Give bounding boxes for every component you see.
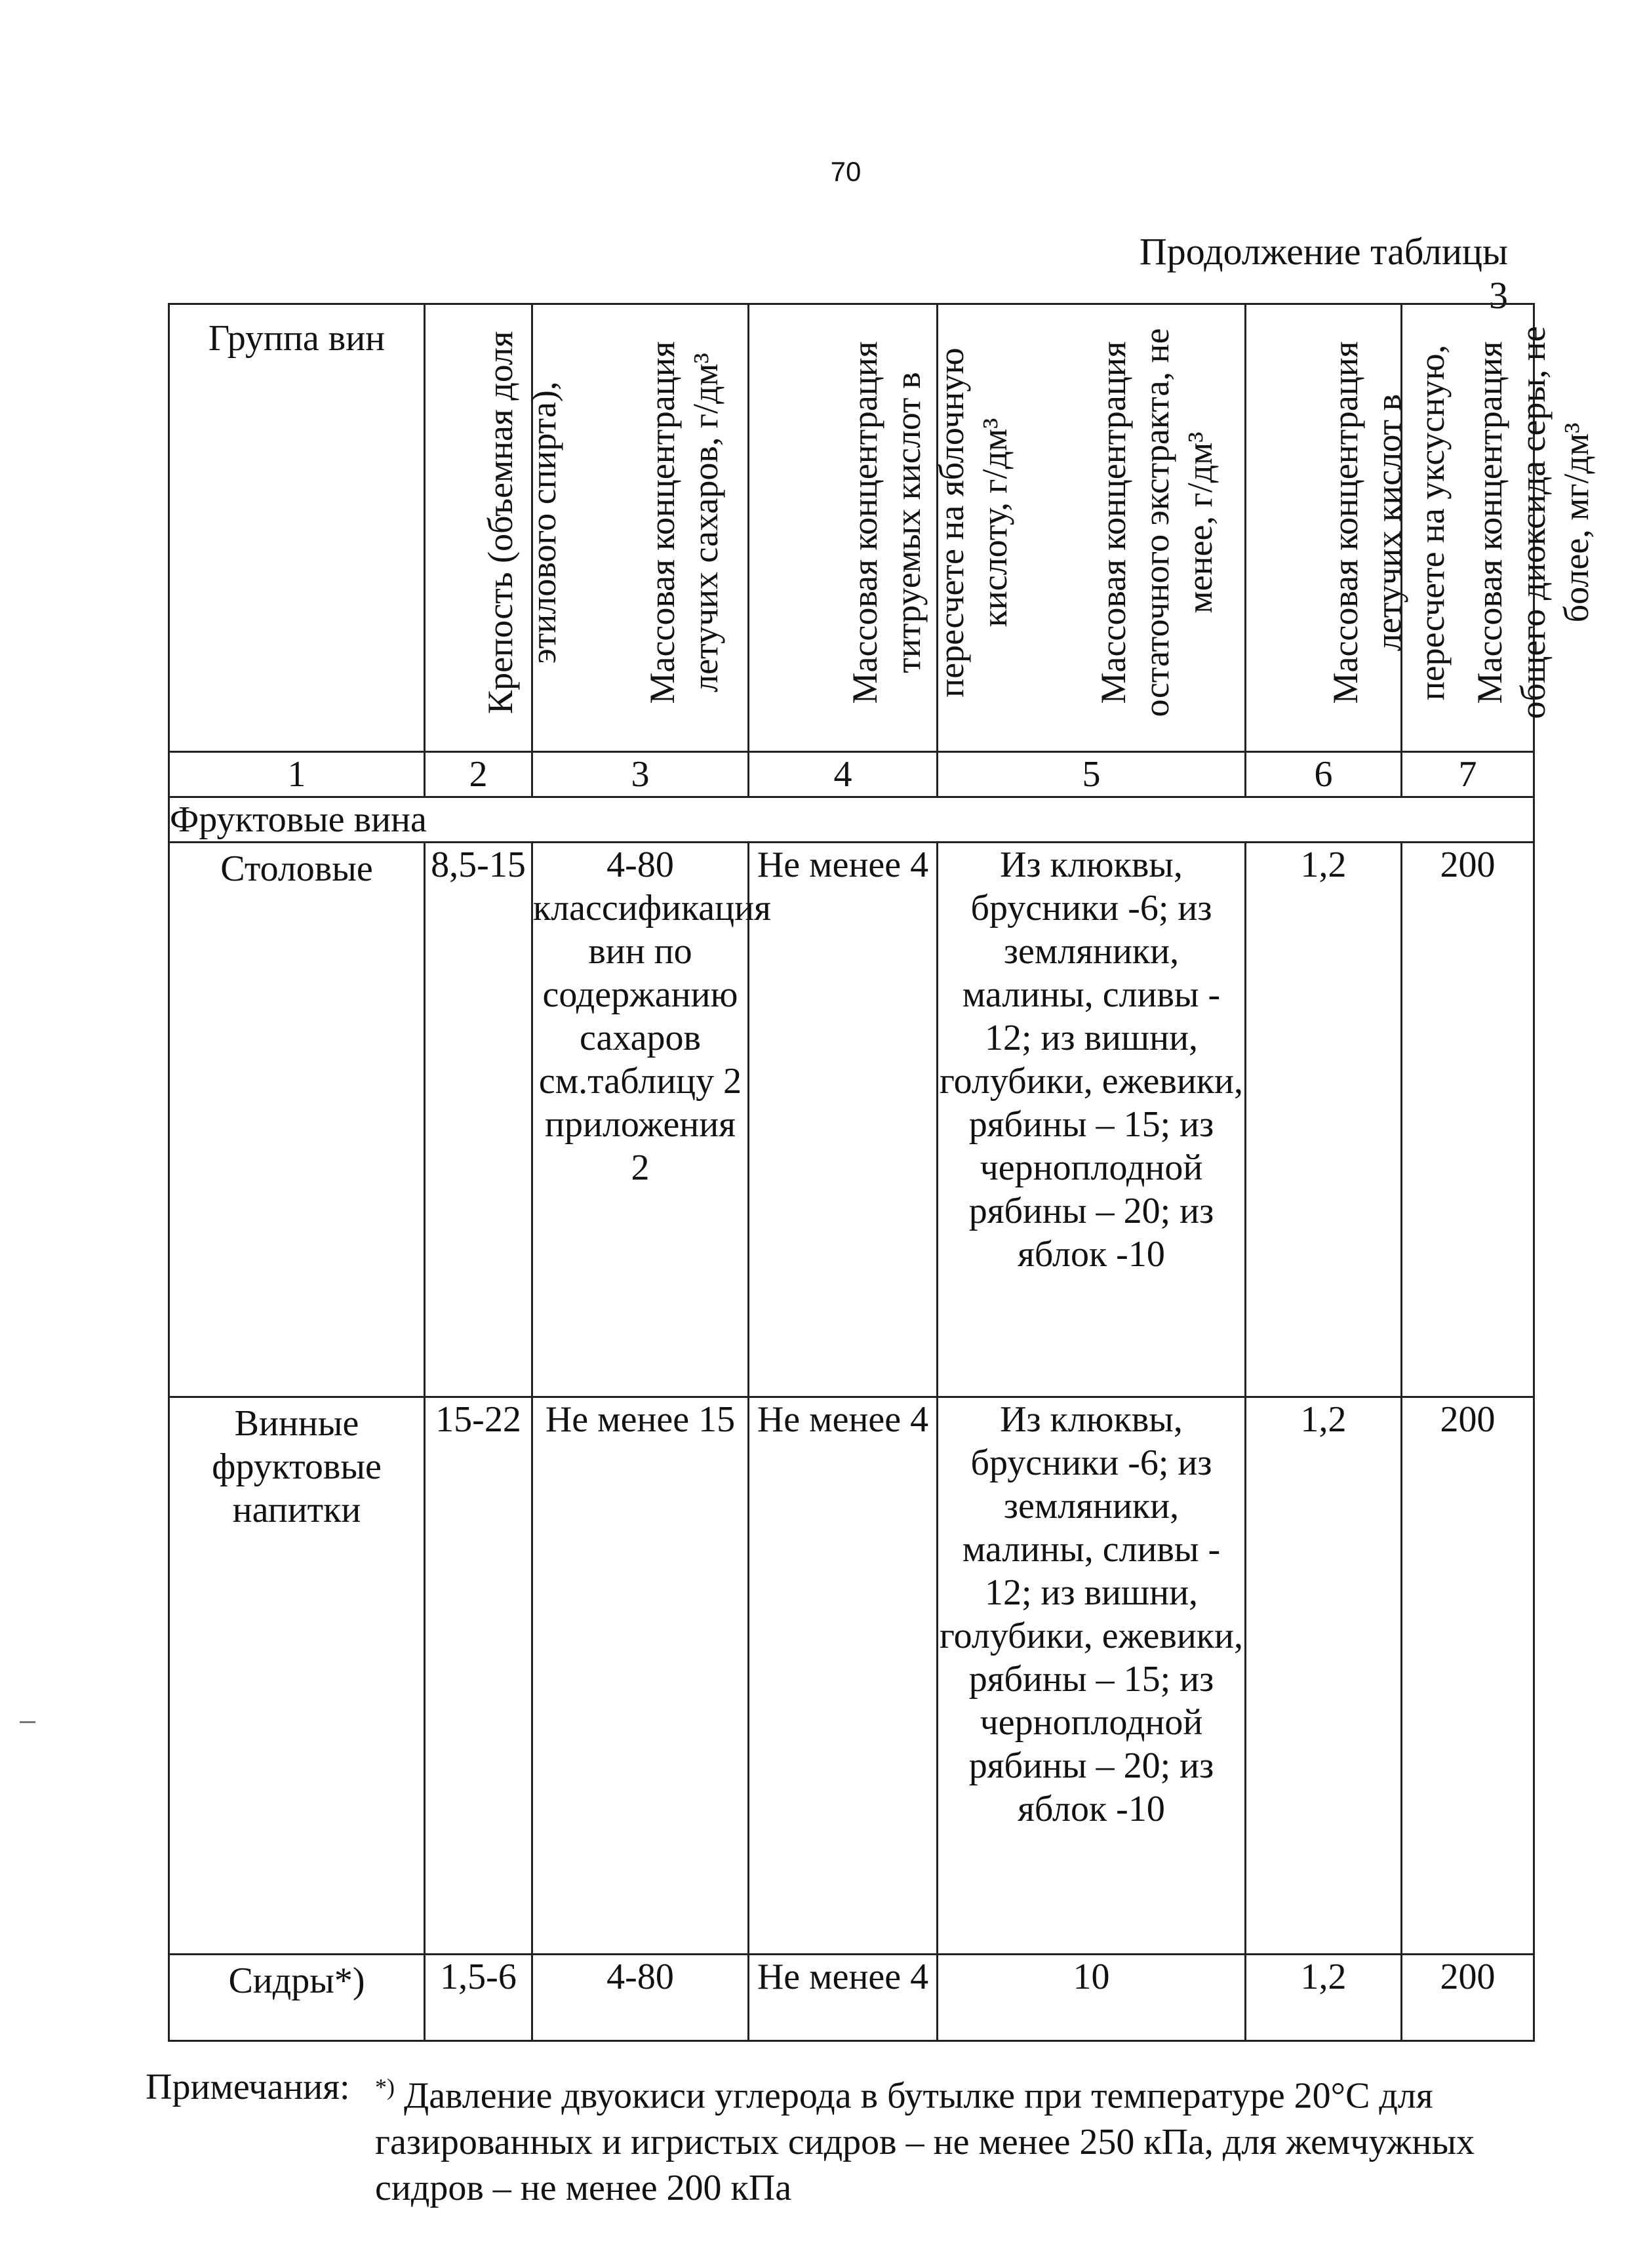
table-row <box>169 1955 1534 2041</box>
cell-group: Столовые <box>169 843 425 1397</box>
cell-sugars: Не менее 15 <box>532 1397 749 1955</box>
header-extract <box>938 304 1246 752</box>
header-sugars-text: Массовая концентрация летучих сахаров, г/дм³ <box>642 341 725 704</box>
cell-acids: Не менее 4 <box>749 1955 938 2041</box>
col-number: 2 <box>425 752 532 797</box>
col-number: 3 <box>532 752 749 797</box>
cell-so2: 200 <box>1402 843 1534 1397</box>
header-sugars <box>532 304 749 752</box>
cell-sugars: 4-80 классификация вин по содержанию сахаров см.таблицу 2 приложения 2 <box>532 843 749 1397</box>
cell-volatile: 1,2 <box>1246 843 1402 1397</box>
col-number: 5 <box>938 752 1246 797</box>
notes-body <box>375 2064 1568 2211</box>
header-volatile <box>1246 304 1452 752</box>
wine-table <box>168 303 1596 2042</box>
cell-acids: Не менее 4 <box>749 843 938 1397</box>
cell-strength: 8,5-15 <box>425 843 532 1397</box>
cell-volatile: 1,2 <box>1246 1397 1402 1955</box>
section-title: Фруктовые вина <box>169 797 1534 843</box>
cell-extract: Из клюквы, брусники -6; из земляники, малины, сливы - 12; из вишни, голубики, ежевики, рябины – 15; из черноплодной рябины – 20; из яблок -10 <box>938 843 1246 1397</box>
header-acids <box>749 304 1014 752</box>
notes-label: Примечания: <box>146 2067 350 2107</box>
margin-mark <box>20 1721 35 1723</box>
cell-so2: 200 <box>1402 1955 1534 2041</box>
cell-strength: 1,5-6 <box>425 1955 532 2041</box>
cell-extract: 10 <box>938 1955 1246 2041</box>
table-continuation-title: Продолжение таблицы 3 <box>1139 230 1508 317</box>
header-volatile-text: Массовая концентрация летучих кислот в пересчете на уксусную, <box>1325 341 1452 704</box>
page-number: 70 <box>830 156 862 187</box>
cell-group: Сидры*) <box>169 1955 425 2041</box>
col-number: 1 <box>169 752 425 797</box>
cell-group: Винные фруктовые напитки <box>169 1397 425 1955</box>
table-header-row <box>169 304 1534 752</box>
col-number: 7 <box>1402 752 1534 797</box>
header-strength-text: Крепость (объемная доля этилового спирта), <box>480 331 563 714</box>
table-row <box>169 1397 1534 1955</box>
cell-volatile: 1,2 <box>1246 1955 1402 2041</box>
cell-strength: 15-22 <box>425 1397 532 1955</box>
header-strength <box>425 304 563 752</box>
notes-text: Давление двуокиси углерода в бутылке при температуре 20°С для газированных и игристых сидров – не менее 250 кПа, для жемчужных сидров – не менее 200 кПа <box>375 2075 1475 2208</box>
header-so2-text: Массовая концентрация общего диоксида серы, не более, мг/дм³ <box>1469 326 1596 719</box>
table-row <box>169 843 1534 1397</box>
notes-marker: *) <box>375 2074 395 2100</box>
col-number: 4 <box>749 752 938 797</box>
col-number: 6 <box>1246 752 1402 797</box>
cell-so2: 200 <box>1402 1397 1534 1955</box>
cell-acids: Не менее 4 <box>749 1397 938 1955</box>
header-group: Группа вин <box>169 304 425 752</box>
cell-sugars: 4-80 <box>532 1955 749 2041</box>
header-acids-text: Массовая концентрация титруемых кислот в пересчете на яблочную кислоту, г/дм³ <box>844 341 1014 704</box>
cell-extract: Из клюквы, брусники -6; из земляники, малины, сливы - 12; из вишни, голубики, ежевики, рябины – 15; из черноплодной рябины – 20; из яблок -10 <box>938 1397 1246 1955</box>
section-row <box>169 797 1534 843</box>
header-so2 <box>1402 304 1596 752</box>
column-numbers-row <box>169 752 1534 797</box>
header-extract-text: Массовая концентрация остаточного экстракта, не менее, г/дм³ <box>1093 328 1220 717</box>
